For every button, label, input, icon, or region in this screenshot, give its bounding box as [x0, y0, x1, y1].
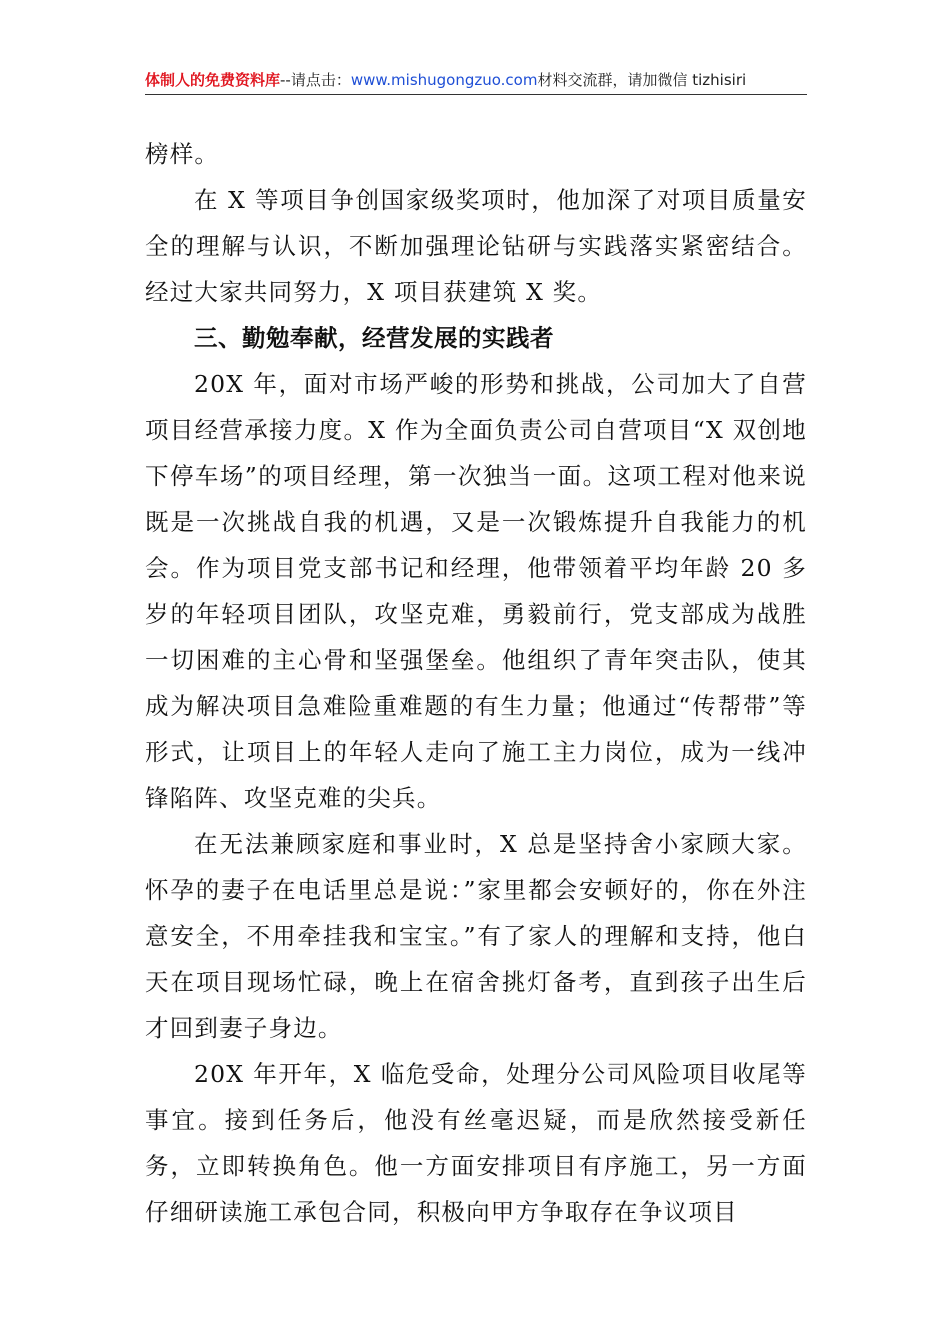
paragraph-continuation: 榜样。	[145, 140, 220, 168]
paragraph: 20X 年开年，X 临危受命，处理分公司风险项目收尾等事宜。接到任务后，他没有丝毫迟疑，而是欣然接受新任务，立即转换角色。他一方面安排项目有序施工，另一方面仔细研读施工承包合同，积极向甲方争取存在争议项目	[145, 1060, 807, 1226]
header-note: 材料交流群，请加微信 tizhisiri	[537, 71, 747, 89]
section-heading: 三、勤勉奉献，经营发展的实践者	[194, 324, 554, 352]
paragraph: 20X 年，面对市场严峻的形势和挑战，公司加大了自营项目经营承接力度。X 作为全面负责公司自营项目“X 双创地下停车场”的项目经理，第一次独当一面。这项工程对他来说既是一次挑战自我的机遇，又是一次锻炼提升自我能力的机会。作为项目党支部书记和经理，他带领着平均年龄 20 多岁的年轻项目团队，攻坚克难，勇毅前行，党支部成为战胜一切困难的主心骨和坚强堡垒。他组织了青年突击队，使其成为解决项目急难险重难题的有生力量；他通过“传帮带”等形式，让项目上的年轻人走向了施工主力岗位，成为一线冲锋陷阵、攻坚克难的尖兵。	[145, 370, 807, 812]
header-link[interactable]: www.mishugongzuo.com	[350, 71, 538, 89]
document-body	[145, 131, 807, 1235]
page-header	[145, 68, 807, 95]
header-brand: 体制人的免费资料库	[145, 71, 281, 89]
paragraph: 在 X 等项目争创国家级奖项时，他加深了对项目质量安全的理解与认识，不断加强理论钻研与实践落实紧密结合。经过大家共同努力，X 项目获建筑 X 奖。	[145, 186, 807, 306]
header-separator: --请点击：	[280, 71, 351, 89]
paragraph: 在无法兼顾家庭和事业时，X 总是坚持舍小家顾大家。怀孕的妻子在电话里总是说：”家里都会安顿好的，你在外注意安全，不用牵挂我和宝宝。”有了家人的理解和支持，他白天在项目现场忙碌，晚上在宿舍挑灯备考，直到孩子出生后才回到妻子身边。	[145, 830, 807, 1042]
